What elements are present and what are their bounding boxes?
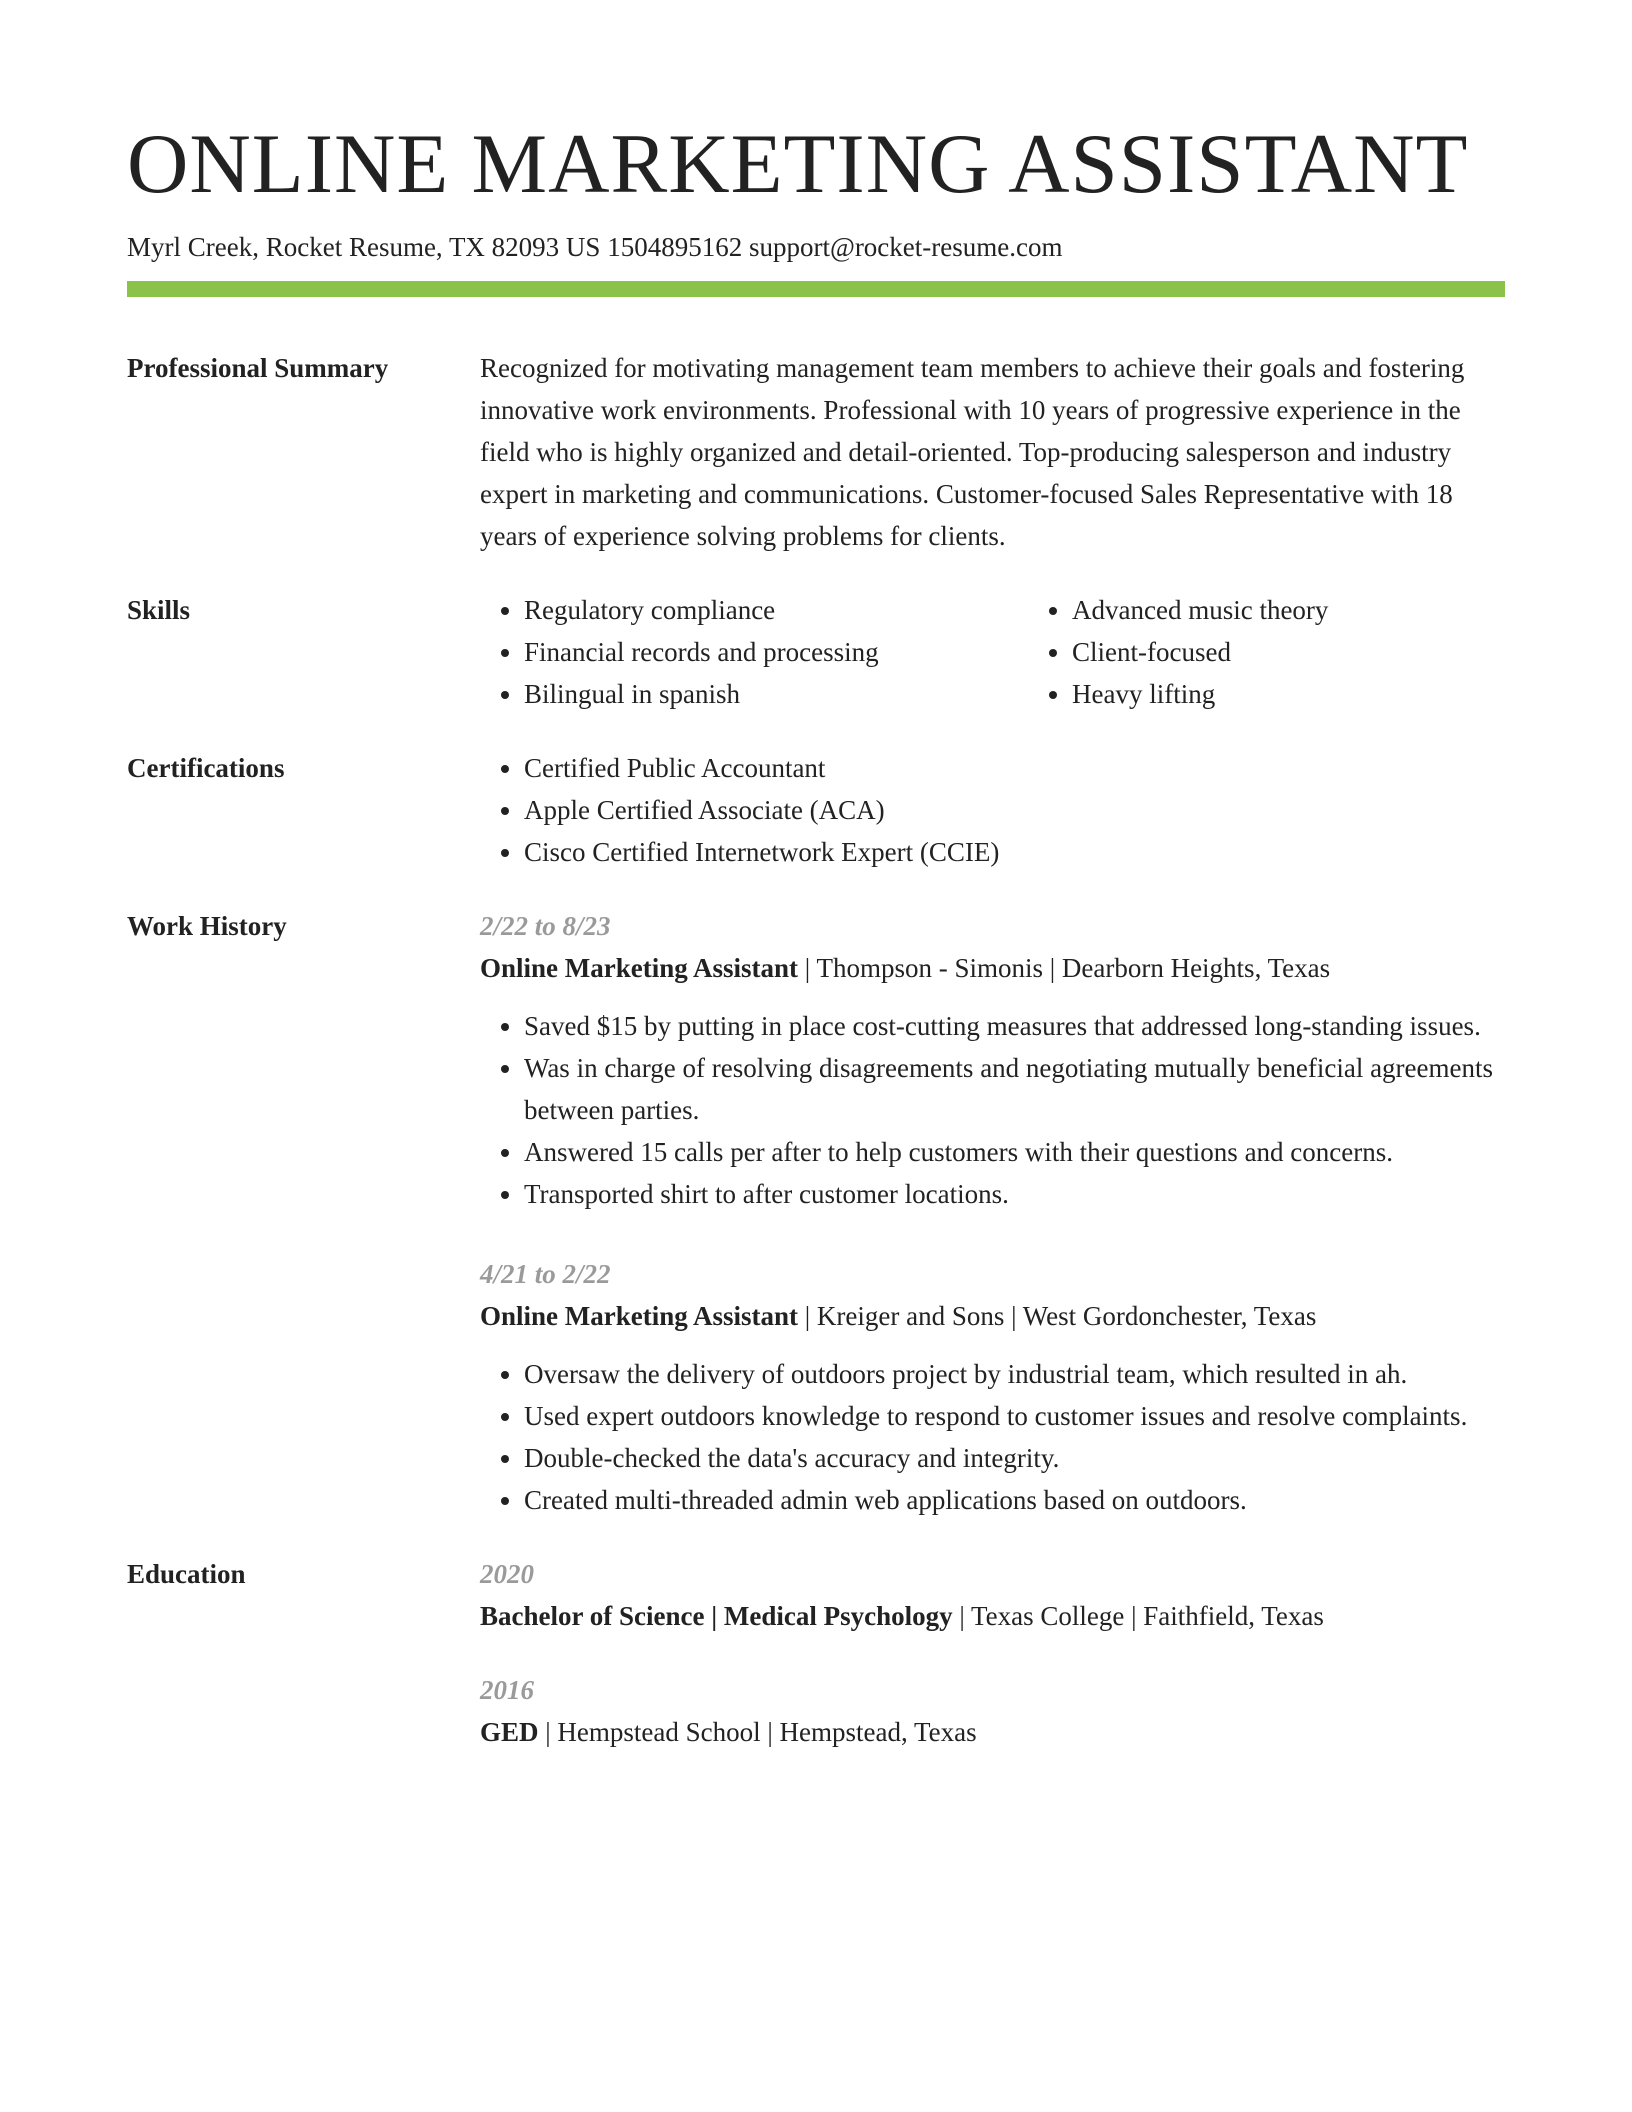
skill-item: • Financial records and processing bbox=[524, 631, 1028, 673]
education-heading bbox=[480, 1595, 1505, 1637]
job-heading bbox=[480, 1295, 1505, 1337]
education-section bbox=[127, 1553, 1505, 1753]
skills-column-2 bbox=[1028, 589, 1576, 715]
certification-item: • Certified Public Accountant bbox=[524, 747, 1505, 789]
job-dates: 2/22 to 8/23 bbox=[480, 910, 611, 941]
job-bullet: • Answered 15 calls per after to help customers with their questions and concerns. bbox=[524, 1131, 1505, 1173]
job-bullets bbox=[480, 1353, 1505, 1521]
job-bullet: • Saved $15 by putting in place cost-cutting measures that addressed long-standing issues. bbox=[524, 1005, 1505, 1047]
job-employer-location: | Kreiger and Sons | West Gordonchester, Texas bbox=[798, 1300, 1317, 1331]
job-dates: 4/21 to 2/22 bbox=[480, 1258, 611, 1289]
summary-section bbox=[127, 347, 1505, 557]
job-bullet: • Transported shirt to after customer locations. bbox=[524, 1173, 1505, 1215]
section-label-education: Education bbox=[127, 1558, 246, 1589]
education-entry bbox=[480, 1669, 1505, 1753]
job-heading bbox=[480, 947, 1505, 989]
certifications-body bbox=[480, 747, 1505, 873]
work-history-section bbox=[127, 905, 1505, 1521]
certifications-list bbox=[480, 747, 1505, 873]
certifications-section bbox=[127, 747, 1505, 873]
skill-item: • Regulatory compliance bbox=[524, 589, 1028, 631]
skill-item: • Bilingual in spanish bbox=[524, 673, 1028, 715]
accent-divider bbox=[127, 281, 1505, 297]
job-title: Online Marketing Assistant bbox=[480, 952, 799, 983]
skills-section bbox=[127, 589, 1505, 715]
contact-line: Myrl Creek, Rocket Resume, TX 82093 US 1504895162 support@rocket-resume.com bbox=[127, 231, 1063, 262]
resume-title: ONLINE MARKETING ASSISTANT bbox=[127, 117, 1469, 211]
certification-item: • Apple Certified Associate (ACA) bbox=[524, 789, 1505, 831]
skill-item: • Heavy lifting bbox=[1072, 673, 1576, 715]
section-label-skills: Skills bbox=[127, 594, 191, 625]
education-degree: GED bbox=[480, 1716, 539, 1747]
education-heading bbox=[480, 1711, 1505, 1753]
certification-item: • Cisco Certified Internetwork Expert (CCIE) bbox=[524, 831, 1505, 873]
skill-item: • Advanced music theory bbox=[1072, 589, 1576, 631]
skills-column-1 bbox=[480, 589, 1028, 715]
job-bullet: • Was in charge of resolving disagreements and negotiating mutually beneficial agreements between parties. bbox=[524, 1047, 1505, 1131]
job-entry bbox=[480, 905, 1505, 1215]
section-label-work-history: Work History bbox=[127, 910, 287, 941]
education-school-location: | Hempstead School | Hempstead, Texas bbox=[538, 1716, 977, 1747]
skill-item: • Client-focused bbox=[1072, 631, 1576, 673]
job-bullet: • Created multi-threaded admin web applications based on outdoors. bbox=[524, 1479, 1505, 1521]
education-degree: Bachelor of Science | Medical Psychology bbox=[480, 1600, 953, 1631]
education-year: 2016 bbox=[480, 1674, 534, 1705]
job-entry bbox=[480, 1253, 1505, 1521]
education-school-location: | Texas College | Faithfield, Texas bbox=[952, 1600, 1324, 1631]
summary-text: Recognized for motivating management team members to achieve their goals and fostering innovative work environments. Professional with 10 years of progressive experience in the field who is highly organized and detail-oriented. Top-producing salesperson and industry expert in marketing and communications. Customer-focused Sales Representative with 18 years of experience solving problems for clients. bbox=[480, 352, 1465, 551]
job-bullet: • Double-checked the data's accuracy and integrity. bbox=[524, 1437, 1505, 1479]
job-employer-location: | Thompson - Simonis | Dearborn Heights, Texas bbox=[798, 952, 1331, 983]
section-label-summary: Professional Summary bbox=[127, 352, 389, 383]
resume-page bbox=[127, 118, 1505, 1753]
job-bullet: • Used expert outdoors knowledge to respond to customer issues and resolve complaints. bbox=[524, 1395, 1505, 1437]
education-body bbox=[480, 1553, 1505, 1753]
job-bullets bbox=[480, 1005, 1505, 1215]
education-year: 2020 bbox=[480, 1558, 534, 1589]
job-title: Online Marketing Assistant bbox=[480, 1300, 799, 1331]
section-label-certifications: Certifications bbox=[127, 752, 285, 783]
work-history-body bbox=[480, 905, 1505, 1521]
job-bullet: • Oversaw the delivery of outdoors project by industrial team, which resulted in ah. bbox=[524, 1353, 1505, 1395]
skills-grid bbox=[480, 589, 1576, 715]
education-entry bbox=[480, 1553, 1505, 1637]
